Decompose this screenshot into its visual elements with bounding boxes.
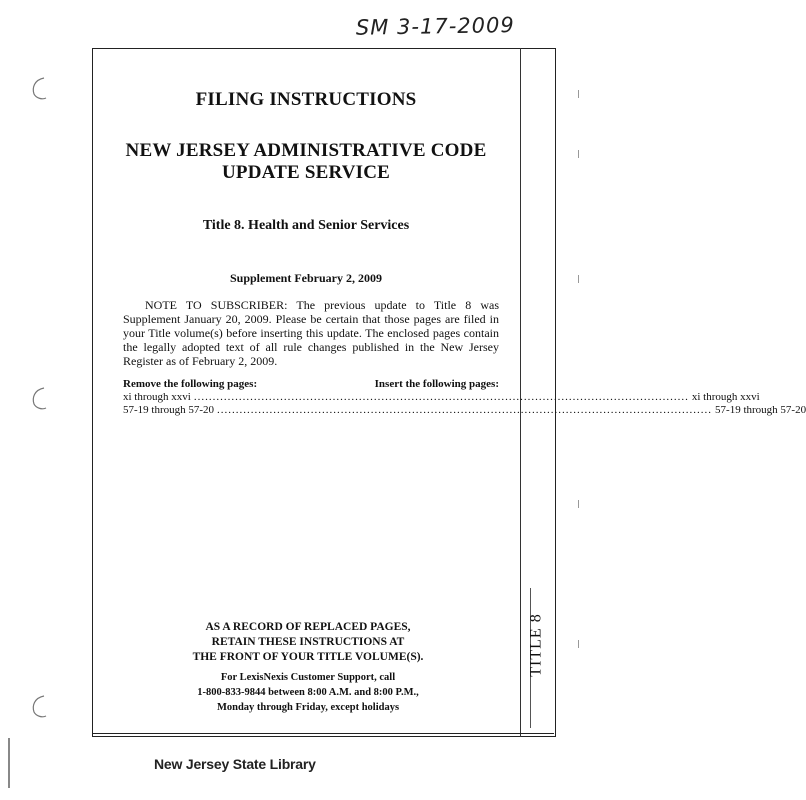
page-title: FILING INSTRUCTIONS	[195, 89, 417, 110]
punch-hole-middle	[30, 386, 48, 412]
remove-pages: xi through xxvi	[123, 391, 191, 403]
pages-table	[123, 378, 806, 417]
edge-tick	[578, 150, 579, 158]
supplement-date: Supplement February 2, 2009	[229, 271, 382, 285]
record-line-1: AS A RECORD OF REPLACED PAGES,	[205, 621, 411, 633]
insert-header: Insert the following pages:	[374, 378, 499, 390]
edge-tick	[578, 90, 579, 98]
leader-dots: ....................................................................................................................................	[193, 391, 689, 403]
table-row	[123, 404, 806, 417]
remove-pages: 57-19 through 57-20	[123, 404, 215, 416]
pages-table-header	[123, 378, 499, 391]
support-line-2: 1-800-833-9844 between 8:00 A.M. and 8:00 P.M.,	[197, 687, 419, 698]
handwritten-annotation: SM 3-17-2009	[355, 12, 515, 40]
leader-dots: ....................................................................................................................................	[217, 404, 713, 416]
edge-tick	[578, 640, 579, 648]
edge-tick	[578, 275, 579, 283]
title-subtitle: Title 8. Health and Senior Services	[202, 218, 410, 233]
subscriber-note: NOTE TO SUBSCRIBER: The previous update to Title 8 was Supplement January 20, 2009. Please be certain that those pages are filed in your Title volume(s) before inserting this update. The enclosed pages contain the legally adopted text of all rule changes published in the New Jersey Register as of February 2, 2009.	[123, 298, 499, 368]
record-line-2: RETAIN THESE INSTRUCTIONS AT	[211, 636, 405, 648]
punch-hole-top	[30, 76, 48, 102]
insert-pages: xi through xxvi	[691, 391, 760, 403]
support-line-1: For LexisNexis Customer Support, call	[220, 672, 396, 683]
customer-support	[96, 670, 520, 715]
title-tab-label: TITLE 8	[528, 613, 546, 677]
insert-pages: 57-19 through 57-20	[715, 404, 806, 416]
margin-mark	[8, 738, 10, 788]
code-title-line-2: UPDATE SERVICE	[221, 162, 391, 183]
support-line-3: Monday through Friday, except holidays	[216, 702, 400, 713]
edge-tick	[578, 500, 579, 508]
table-row	[123, 391, 760, 404]
record-line-3: THE FRONT OF YOUR TITLE VOLUME(S).	[192, 651, 424, 663]
frame-bottom-rule	[92, 733, 554, 734]
title-tab	[520, 590, 554, 700]
library-stamp: New Jersey State Library	[154, 756, 316, 772]
code-title-line-1: NEW JERSEY ADMINISTRATIVE CODE	[125, 140, 487, 161]
record-instructions	[96, 620, 520, 665]
punch-hole-bottom	[30, 694, 48, 720]
remove-header: Remove the following pages:	[123, 378, 258, 390]
